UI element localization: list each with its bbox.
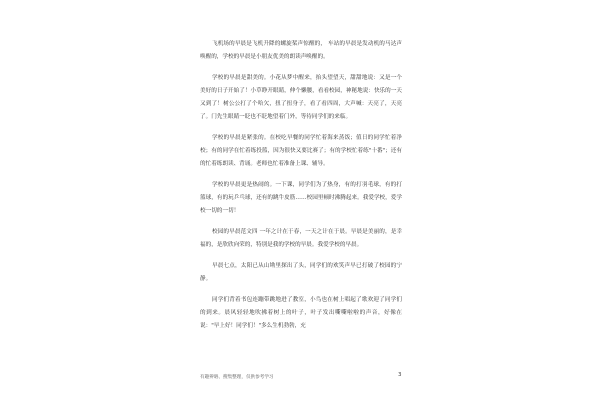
paragraph: 学校的早晨是甜美的。小花从梦中醒来，抬头望望天，甜甜地说：又是一个美好的日子开始了！小草睁开眼睛，伸个懒腰，看看校园，神秘地说：快乐的一天又到了！树公公打了个哈欠，扭了扭身子，看了看四周，大声喊：天亮了，天亮了。门先生眼睛一眨也不眨地望着门外，等待同学们的来临。 <box>200 75 402 120</box>
footer-note: 有趣辨晤、搜集整理，仅供参考学习 <box>200 375 274 380</box>
paragraph: 飞机场的早晨是飞机升降的螺旋桨声惊醒的， 车站的早晨是发动机的马达声唤醒的，学校的早晨是小朋友优美的朗读声唤醒的。 <box>200 41 402 60</box>
paragraph: 校园的早晨范文四 一年之计在于春，一天之计在于晨。早晨是美丽的，是幸福的，是欣欣向荣的，特别是我的学校的早晨。我爱学校的早晨。 <box>200 229 402 248</box>
paragraph: 学校的早晨更是热闹的。一下课，同学们为了热身，有的打羽毛球，有的打篮球，有的玩乒乓球，还有的跳牛皮筋……校园里顿时沸腾起来。我爱学校，爱学校一切的一切！ <box>200 182 402 214</box>
paragraph: 学校的早晨是紧张的。在校吃早餐的同学忙着海来蒸饭；值日的同学忙着净校；有的同学在忙着练投篮，因为很快又要比赛了；有的学校忙着练"十番"；还有的忙着练朗读、背诵。老师也忙着准备上课、辅导。 <box>200 135 402 167</box>
paragraph: 早晨七点，太阳已从山坳里探出了头，同学们的欢笑声早已打破了校园的宁静。 <box>200 263 402 282</box>
document-body <box>200 38 402 341</box>
paragraph: 同学们背着书包连蹦带跳地进了教室，小鸟也在树上唱起了歌欢迎了同学们的到来。晨风轻轻地吹拂着树上的叶子，叶子发出嘶嘶啦啦的声音，好像在说："早上好！同学们！"多么生机勃勃，充 <box>200 297 402 329</box>
page-number: 3 <box>398 372 402 378</box>
